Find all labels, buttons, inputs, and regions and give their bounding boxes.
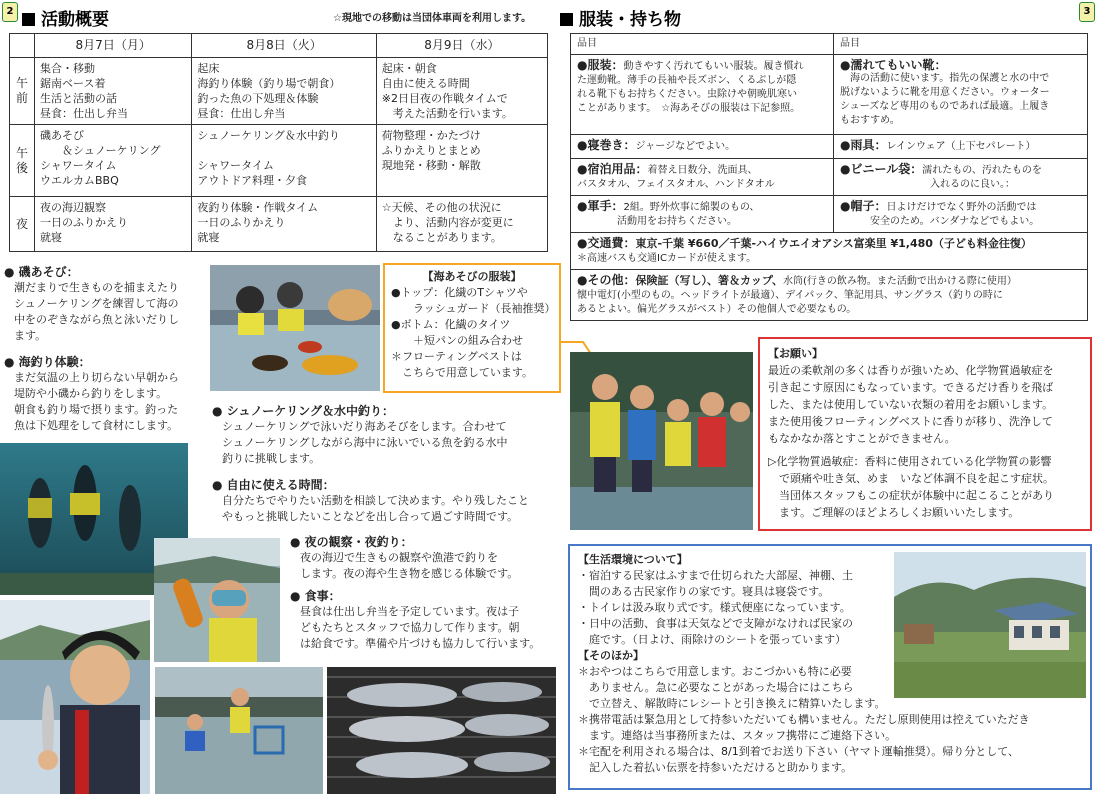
photo-aquarium [210, 265, 380, 391]
sea-clothing-heading: 【海あそびの服装】 [422, 270, 522, 283]
transport-note: ☆現地での移動は当団体車両を利用します。 [333, 13, 532, 24]
schedule-cell: 夜釣り体験・作戦タイム 一日のふりかえり 就寝 [192, 197, 376, 252]
row-label-morning: 午前 [10, 58, 35, 125]
schedule-day-1: 8月7日（月） [35, 34, 192, 58]
sea-clothing-box: 【海あそびの服装】 ●トップ：化繊のTシャツや ラッシュガード（長袖推奨） ●ボトム：化繊のタイツ ＋短パンの組み合わせ ＊フローティングベストは こちらで用意しています。 [383, 263, 561, 393]
photo-boy-fish [0, 600, 150, 794]
item-plastic-bag: ●ビニール袋：濡れたもの、汚れたものを 入れるのに良い。： [834, 159, 1088, 196]
schedule-cell: ☆天候、その他の状況に より、活動内容が変更に なることがあります。 [376, 197, 547, 252]
activity-overview-title: 活動概要 [22, 5, 109, 30]
item-pajamas: ●寝巻き：ジャージなどでよい。 [571, 135, 834, 159]
snorkel-section: ● シュノーケリング＆水中釣り： シュノーケリングで泳いだり海あそびをします。合わせて シュノーケリングしながら海中に泳いでいる魚を釣る水中 釣りに挑戦します。 [212, 403, 557, 467]
photo-tidepool [155, 667, 323, 794]
meals-section: ● 食事： 昼食は仕出し弁当を予定しています。夜は子 どもたちとスタッフで協力して作ります。朝 は給食です。準備や片づけも協力して行います。 [290, 588, 558, 652]
schedule-cell: 起床・朝食 自由に使える時間 ※2日目夜の作戦タイムで 考えた活動を行います。 [376, 58, 547, 125]
col-header-left: 品目 [571, 34, 834, 55]
page-number-left: 2 [2, 2, 18, 22]
iso-section: ● 磯あそび： 潮だまりで生きものを捕まえたり シュノーケリングを練習して海の 中をのぞきながら魚と泳いだりし ます。 [4, 264, 204, 344]
schedule-day-2: 8月8日（火） [192, 34, 376, 58]
photo-kids-snorkel-gear [570, 352, 753, 530]
item-transport: ●交通費：東京-千葉 ¥660／千葉-ハイウエイオアシス富楽里 ¥1,480（子ども料金往復） ＊高速バスも交通ICカードが使えます。 [571, 233, 1088, 270]
schedule-cell: 起床 海釣り体験（釣り場で朝食） 釣った魚の下処理＆体験 昼食：仕出し弁当 [192, 58, 376, 125]
row-label-night: 夜 [10, 197, 35, 252]
night-heading: ● 夜の観察・夜釣り： [290, 535, 413, 549]
schedule-cell: シュノーケリング＆水中釣り シャワータイム アウトドア料理・夕食 [192, 125, 376, 197]
living-heading: 【生活環境について】 [578, 553, 688, 566]
item-wet-shoes: ●濡れてもいい靴： 海の活動に使います。指先の保護と水の中で 脱げないように靴を用意ください。ウォーター シューズなど専用のものであれば最適。上履き もおすすめ。 [834, 55, 1088, 135]
item-raingear: ●雨具：レインウェア（上下セパレート） [834, 135, 1088, 159]
photo-house [894, 552, 1086, 698]
meals-heading: ● 食事： [290, 589, 341, 603]
free-time-heading: ● 自由に使える時間： [212, 478, 335, 492]
schedule-cell: 集合・移動 鋸南ベース着 生活と活動の話 昼食：仕出し弁当 [35, 58, 192, 125]
item-lodging: ●宿泊用品：着替え日数分、洗面具、 バスタオル、フェイスタオル、ハンドタオル [571, 159, 834, 196]
item-other: ●その他：保険証（写し）、箸＆カップ、水筒(行きの飲み物。また活動で出かける際に使用） 懐中電灯(小型のもの。ヘッドライトが最適）、デイパック、筆記用具、サングラス（釣りの時に あるとよい。偏光グラスがベスト）その他個人で必要なもの。 [571, 270, 1088, 321]
photo-snorkel-kid [154, 538, 280, 662]
free-time-section: ● 自由に使える時間： 自分たちでやりたい活動を相談して決めます。やり残したこと やもっと挑戦したいことなどを出し合って過ごす時間です。 [212, 477, 557, 525]
request-heading: 【お願い】 [768, 347, 823, 360]
schedule-cell: 荷物整理・かたづけ ふりかえりとまとめ 現地発・移動・解散 [376, 125, 547, 197]
item-hat: ●帽子：日よけだけでなく野外の活動では 安全のため。バンダナなどでもよい。 [834, 196, 1088, 233]
clothing-items-title: 服装・持ち物 [560, 5, 681, 30]
umizuri-heading: ● 海釣り体験： [4, 355, 91, 369]
col-header-right: 品目 [834, 34, 1088, 55]
request-box: 【お願い】 最近の柔軟剤の多くは香りが強いため、化学物質過敏症を 引き起こす原因にもなっています。できるだけ香りを飛ば した、または使用していない衣類の着用をお願いします。 また使用後フローティングベストに香りが移り、洗浄して もなかなか落とすことができません。 ▷化学物質過敏症：香料に使用されている化学物質の影響 で頭痛や吐き気、めま いなど体調不良を起こす症状。 当団体スタッフもこの症状が体験中に起こることがあり ます。ご理解のほどよろしくお願いいたします。 [758, 337, 1092, 531]
item-clothing: ●服装：動きやすく汚れてもいい服装。履き慣れ た運動靴。薄手の長袖や長ズボン、くるぶしが隠 れる靴下もお持ちください。虫除けや朝晩肌寒い ことがあります。 ☆海あそびの服装は下記参照。 [571, 55, 834, 135]
living-environment-box: 【生活環境について】 ・宿泊する民家はふすまで仕切られた大部屋、神棚、土 間のある古民家作りの家です。寝具は寝袋です。 ・トイレは汲み取り式です。様式便座になっています。 ・日中の活動、食事は天気などで支障がなければ民家の 庭です。（日よけ、雨除けのシートを張っています） 【そのほか】 ＊おやつはこちらで用意します。おこづかいも特に必要 ありません。急に必要なことがあった場合にはこちら で立替え、解散時にレシートと引き換えに精算いたします。 ＊携帯電話は緊急用として持参いただいても構いません。ただし原則使用は控えていただき ます。連絡は当事務所または、スタッフ携帯にご連絡下さい。 ＊宅配を利用される場合は、8/1到着でお送り下さい（ヤマト運輸推奨）。帰り分として、 記入した着払い伝票を持参いただけると助かります。 [568, 544, 1092, 790]
snorkel-heading: ● シュノーケリング＆水中釣り： [212, 404, 395, 418]
other-heading: 【そのほか】 [578, 649, 644, 662]
photo-grilled-fish [327, 667, 556, 794]
item-gloves: ●軍手：2組。野外炊事に綿製のもの、 活動用をお持ちください。 [571, 196, 834, 233]
umizuri-section: ● 海釣り体験： まだ気温の上り切らない早朝から 堤防や小磯から釣りをします。 朝食も釣り場で摂ります。釣った 魚は下処理をして食材にします。 [4, 354, 204, 434]
schedule-day-3: 8月9日（水） [376, 34, 547, 58]
row-label-afternoon: 午後 [10, 125, 35, 197]
night-section: ● 夜の観察・夜釣り： 夜の海辺で生きもの観察や漁港で釣りを します。夜の海や生き物を感じる体験です。 [290, 534, 558, 582]
iso-heading: ● 磯あそび： [4, 265, 79, 279]
schedule-cell: 磯あそび ＆シュノーケリング シャワータイム ウエルカムBBQ [35, 125, 192, 197]
schedule-cell: 夜の海辺観察 一日のふりかえり 就寝 [35, 197, 192, 252]
schedule-table [9, 33, 548, 252]
items-table [570, 33, 1088, 321]
page-number-right: 3 [1079, 2, 1095, 22]
